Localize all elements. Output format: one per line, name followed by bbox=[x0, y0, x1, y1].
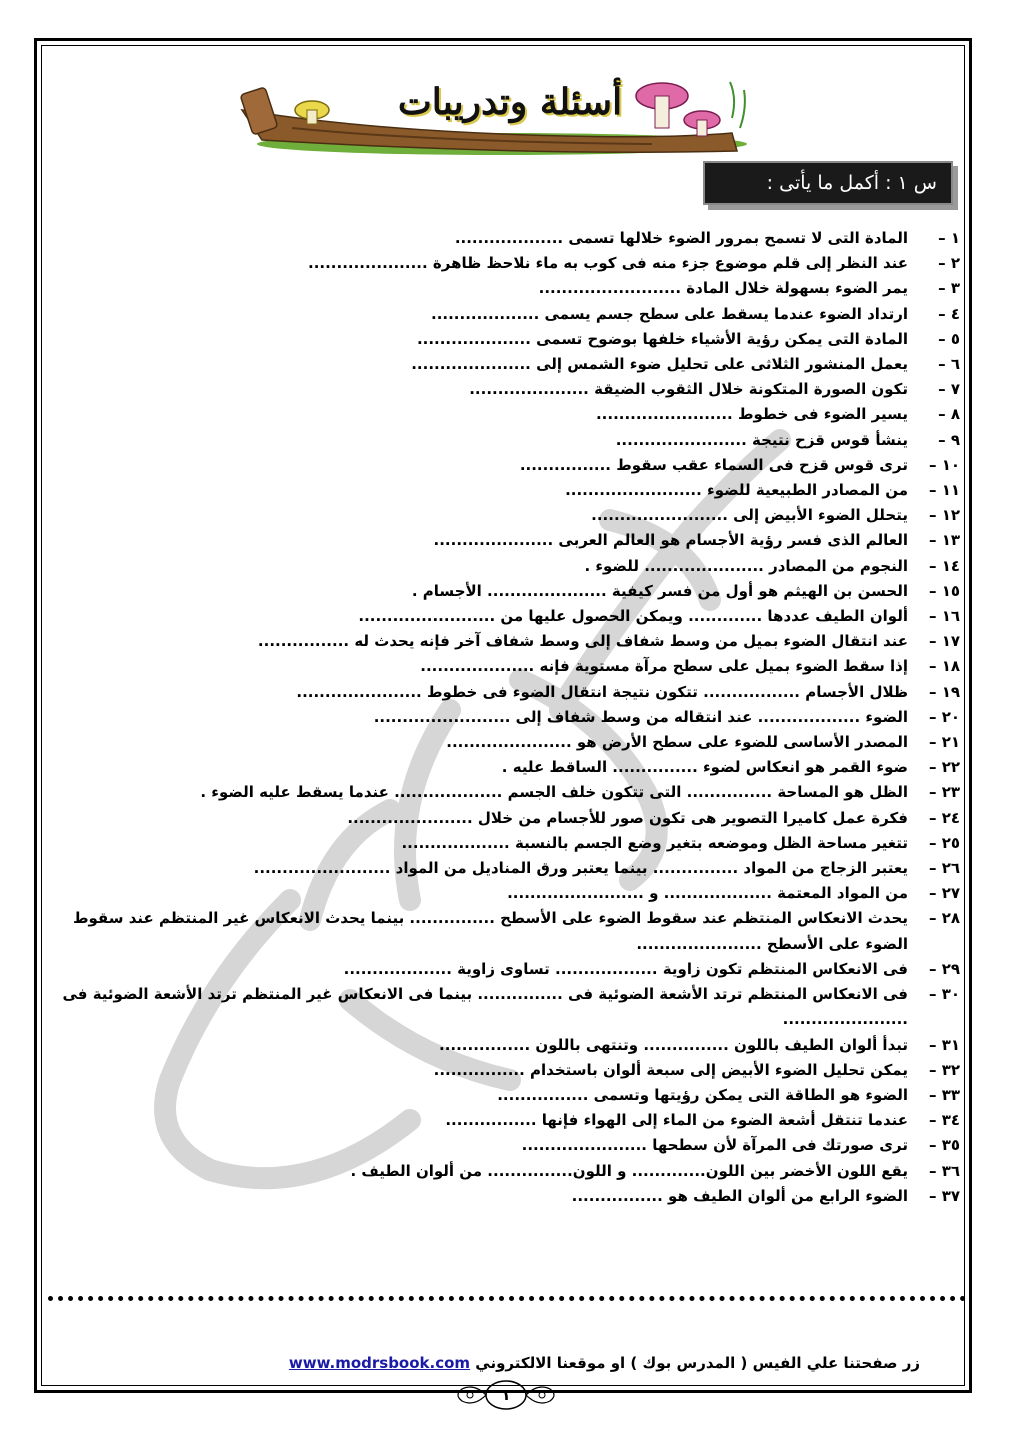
list-item bbox=[50, 276, 960, 301]
list-item bbox=[50, 352, 960, 377]
item-text: المادة التى لا تسمح بمرور الضوء خلالها تسمى ................... bbox=[454, 229, 908, 247]
item-number: ٣٦ – bbox=[928, 1161, 960, 1180]
list-item bbox=[50, 856, 960, 881]
item-number: ٢٧ – bbox=[928, 884, 960, 903]
item-text: العالم الذى فسر رؤية الأجسام هو العالم العربى ..................... bbox=[433, 531, 908, 550]
fill-in-list bbox=[50, 226, 960, 1209]
item-text: ضوء القمر هو انعكاس لضوء ............... الساقط عليه . bbox=[501, 758, 908, 777]
item-number: ٢٨ – bbox=[928, 909, 960, 928]
list-item bbox=[50, 906, 960, 956]
list-item bbox=[50, 453, 960, 478]
item-number: ٣٤ – bbox=[928, 1111, 960, 1130]
item-text: يقع اللون الأخضر بين اللون............. و اللون............... من ألوان الطيف . bbox=[350, 1161, 908, 1180]
list-item bbox=[50, 579, 960, 604]
list-item bbox=[50, 957, 960, 982]
list-item bbox=[50, 1133, 960, 1158]
list-item bbox=[50, 478, 960, 503]
item-number: ١٦ – bbox=[928, 607, 960, 626]
question-title: س ١ : أكمل ما يأتى : bbox=[766, 172, 937, 194]
list-item bbox=[50, 604, 960, 629]
item-text: ترى قوس قزح فى السماء عقب سقوط ................ bbox=[519, 455, 908, 474]
item-number: ١١ – bbox=[928, 481, 960, 500]
item-text: المادة التى يمكن رؤية الأشياء خلفها بوضوح تسمى .................... bbox=[416, 329, 908, 348]
item-text: يتحلل الضوء الأبيض إلى ........................ bbox=[591, 506, 908, 525]
item-number: ٤ – bbox=[938, 304, 960, 323]
item-text: إذا سقط الضوء بميل على سطح مرآة مستوية فإنه .................... bbox=[420, 657, 908, 676]
item-text: المصدر الأساسى للضوء على سطح الأرض هو ...................... bbox=[446, 733, 908, 752]
item-number: ٨ – bbox=[938, 405, 960, 424]
item-number: ٣٥ – bbox=[928, 1136, 960, 1155]
page-number: ١ bbox=[501, 1386, 511, 1404]
item-number: ٥ – bbox=[938, 329, 960, 348]
item-text: تتغير مساحة الظل وموضعه بتغير وضع الجسم بالنسبة ................... bbox=[401, 833, 908, 852]
item-text: ارتداد الضوء عندما يسقط على سطح جسم يسمى ................... bbox=[431, 304, 908, 323]
item-number: ٧ – bbox=[938, 380, 960, 399]
list-item bbox=[50, 554, 960, 579]
list-item bbox=[50, 377, 960, 402]
item-number: ٢٩ – bbox=[928, 959, 960, 978]
item-number: ٣ – bbox=[938, 279, 960, 298]
item-text: فكرة عمل كاميرا التصوير هى تكون صور للأجسام من خلال ...................... bbox=[347, 808, 908, 827]
dotted-separator bbox=[48, 1296, 966, 1301]
item-text: يعمل المنشور الثلاثى على تحليل ضوء الشمس إلى ..................... bbox=[411, 355, 908, 374]
list-item bbox=[50, 1058, 960, 1083]
list-item bbox=[50, 755, 960, 780]
item-text: تكون الصورة المتكونة خلال الثقوب الضيقة ..................... bbox=[469, 380, 908, 399]
item-number: ١٠ – bbox=[928, 455, 960, 474]
list-item bbox=[50, 402, 960, 427]
footer-note bbox=[240, 1354, 920, 1380]
item-number: ٣٧ – bbox=[928, 1186, 960, 1205]
list-item bbox=[50, 327, 960, 352]
list-item bbox=[50, 1108, 960, 1133]
list-item bbox=[50, 831, 960, 856]
list-item bbox=[50, 1083, 960, 1108]
item-number: ١٧ – bbox=[928, 632, 960, 651]
item-number: ٣٣ – bbox=[928, 1085, 960, 1104]
list-item bbox=[50, 806, 960, 831]
item-text: الضوء الرابع من ألوان الطيف هو ................ bbox=[571, 1186, 908, 1205]
item-number: ١٩ – bbox=[928, 682, 960, 701]
item-text: يمر الضوء بسهولة خلال المادة ......................... bbox=[538, 279, 908, 298]
item-number: ٢٤ – bbox=[928, 808, 960, 827]
list-item bbox=[50, 629, 960, 654]
item-text: من المواد المعتمة ................... و ........................ bbox=[507, 884, 908, 903]
item-number: ٣٠ – bbox=[928, 985, 960, 1004]
item-text: عند انتقال الضوء بميل من وسط شفاف إلى وسط شفاف آخر فإنه يحدث له ................ bbox=[257, 632, 908, 651]
item-text: فى الانعكاس المنتظم تكون زاوية .................. تساوى زاوية ................... bbox=[343, 959, 908, 978]
list-item bbox=[50, 730, 960, 755]
list-item bbox=[50, 1159, 960, 1184]
list-item bbox=[50, 428, 960, 453]
item-number: ١ – bbox=[938, 229, 960, 247]
item-number: ١٤ – bbox=[928, 556, 960, 575]
item-text: الحسن بن الهيثم هو أول من فسر كيفية ..................... الأجسام . bbox=[411, 581, 908, 600]
item-text: يعتبر الزجاج من المواد ............... بينما يعتبر ورق المناديل من المواد ........................ bbox=[253, 859, 908, 878]
item-text: الضوء هو الطاقة التى يمكن رؤيتها وتسمى ................ bbox=[497, 1085, 908, 1104]
item-number: ٢٦ – bbox=[928, 859, 960, 878]
item-text: ألوان الطيف عددها ............. ويمكن الحصول عليها من ........................ bbox=[358, 607, 908, 626]
list-item bbox=[50, 302, 960, 327]
banner-title: أسئلة وتدريبات bbox=[397, 81, 623, 123]
item-number: ٢ – bbox=[938, 254, 960, 273]
item-number: ٦ – bbox=[938, 355, 960, 374]
list-item bbox=[50, 982, 960, 1032]
item-text: ترى صورتك فى المرآة لأن سطحها ...................... bbox=[521, 1136, 908, 1155]
item-text: ينشأ قوس قزح نتيجة ....................... bbox=[615, 430, 908, 449]
item-number: ٢٣ – bbox=[928, 783, 960, 802]
item-number: ٢٥ – bbox=[928, 833, 960, 852]
list-item bbox=[50, 705, 960, 730]
item-text: عندما تنتقل أشعة الضوء من الماء إلى الهواء فإنها ................ bbox=[445, 1111, 908, 1130]
item-number: ٣٢ – bbox=[928, 1060, 960, 1079]
item-text: تبدأ ألوان الطيف باللون ............... وتنتهى باللون ................ bbox=[439, 1035, 908, 1054]
item-text: النجوم من المصادر ..................... للضوء . bbox=[584, 556, 908, 575]
item-number: ٢١ – bbox=[928, 733, 960, 752]
list-item bbox=[50, 528, 960, 553]
list-item bbox=[50, 780, 960, 805]
item-text: فى الانعكاس المنتظم ترتد الأشعة الضوئية فى ............... بينما فى الانعكاس غير المنتظم ترتد الأشعة الضوئية فى ...................... bbox=[62, 985, 908, 1029]
list-item bbox=[50, 226, 960, 251]
item-text: عند النظر إلى قلم موضوع جزء منه فى كوب به ماء نلاحظ ظاهرة ..................... bbox=[308, 254, 908, 273]
website-link[interactable]: www.modrsbook.com bbox=[288, 1354, 471, 1372]
item-number: ١٢ – bbox=[928, 506, 960, 525]
item-text: ظلال الأجسام ................. تتكون نتيجة انتقال الضوء فى خطوط ...................... bbox=[296, 682, 908, 701]
item-number: ١٨ – bbox=[928, 657, 960, 676]
item-text: الظل هو المساحة ............... التى تتكون خلف الجسم ................... عندما يسقط عليه الضوء . bbox=[200, 783, 908, 802]
item-text: من المصادر الطبيعية للضوء ........................ bbox=[565, 481, 908, 500]
item-number: ١٥ – bbox=[928, 581, 960, 600]
item-number: ٩ – bbox=[938, 430, 960, 449]
list-item bbox=[50, 680, 960, 705]
item-text: يمكن تحليل الضوء الأبيض إلى سبعة ألوان باستخدام ................ bbox=[433, 1060, 908, 1079]
item-number: ١٣ – bbox=[928, 531, 960, 550]
item-number: ٢٠ – bbox=[928, 707, 960, 726]
item-number: ٣١ – bbox=[928, 1035, 960, 1054]
list-item bbox=[50, 251, 960, 276]
list-item bbox=[50, 1184, 960, 1209]
list-item bbox=[50, 654, 960, 679]
list-item bbox=[50, 881, 960, 906]
item-number: ٢٢ – bbox=[928, 758, 960, 777]
item-text: يسير الضوء فى خطوط ........................ bbox=[595, 405, 908, 424]
footer-text: زر صفحتنا علي الفيس ( المدرس بوك ) او موقعنا الالكتروني bbox=[475, 1354, 920, 1372]
list-item bbox=[50, 1033, 960, 1058]
list-item bbox=[50, 503, 960, 528]
item-text: الضوء .................. عند انتقاله من وسط شفاف إلى ........................ bbox=[373, 707, 908, 726]
item-text: يحدث الانعكاس المنتظم عند سقوط الضوء على الأسطح ............... بينما يحدث الانعكاس غير المنتظم عند سقوط الضوء على الأسطح ...................... bbox=[72, 909, 908, 953]
